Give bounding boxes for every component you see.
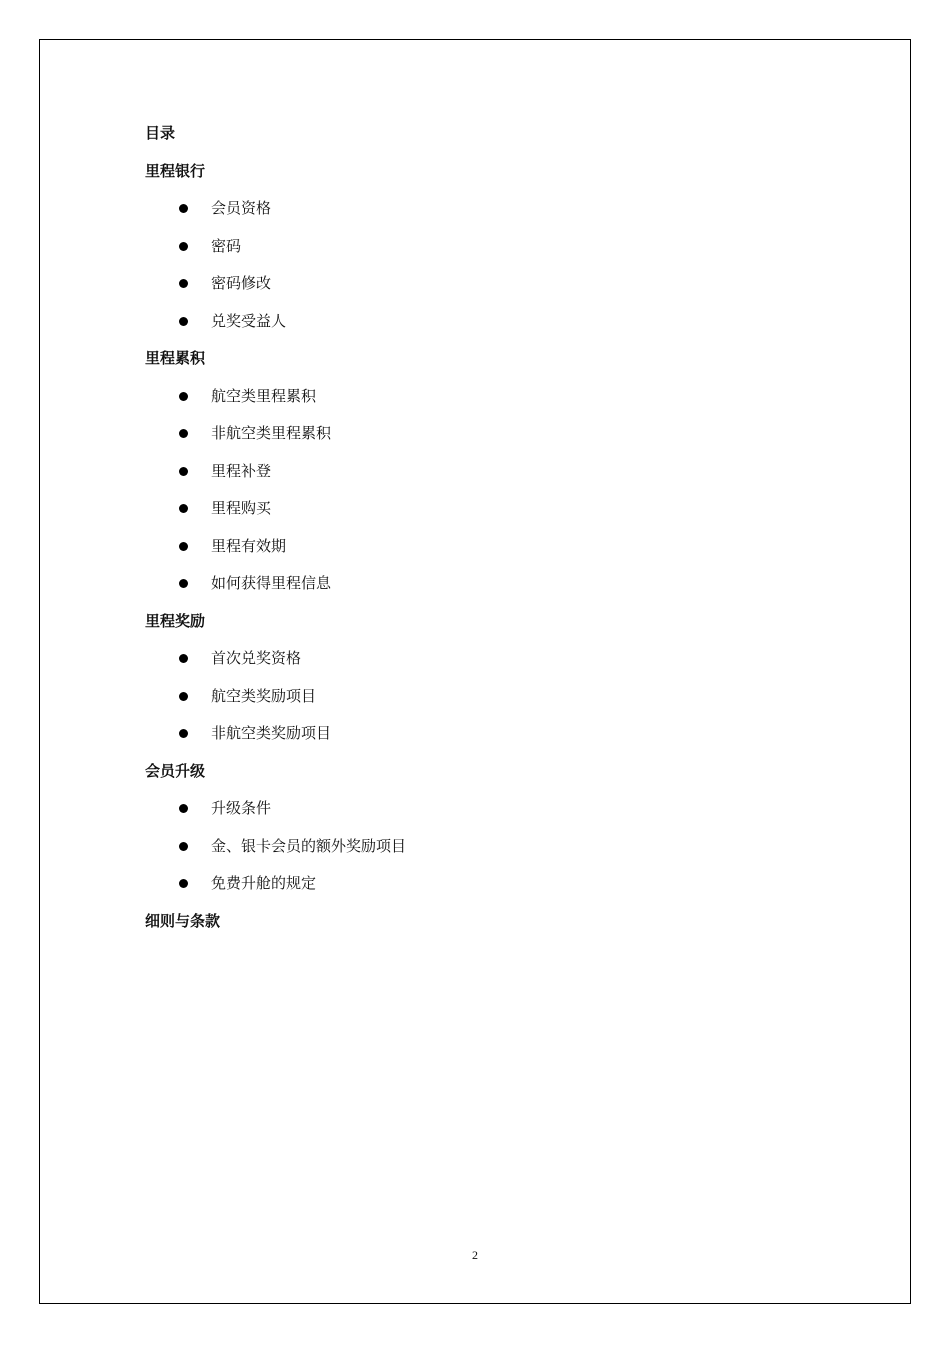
toc-item-label: 里程购买 xyxy=(211,499,272,517)
toc-item-label: 航空类里程累积 xyxy=(211,386,317,405)
toc-item[interactable] xyxy=(145,715,845,753)
toc-item[interactable] xyxy=(145,828,845,866)
bullet-icon xyxy=(179,429,188,438)
bullet-icon xyxy=(179,467,188,476)
page-number: 2 xyxy=(472,1248,478,1262)
section-item-list xyxy=(145,190,845,340)
toc-item[interactable] xyxy=(145,415,845,453)
toc-title: 目录 xyxy=(145,124,176,142)
toc-item[interactable] xyxy=(145,790,845,828)
toc-item-label: 会员资格 xyxy=(211,199,272,217)
bullet-icon xyxy=(179,242,188,251)
toc-item[interactable] xyxy=(145,265,845,303)
bullet-icon xyxy=(179,204,188,213)
toc-item[interactable] xyxy=(145,190,845,228)
toc-item[interactable] xyxy=(145,378,845,416)
toc-item[interactable] xyxy=(145,678,845,716)
bullet-icon xyxy=(179,879,188,888)
toc-item-label: 里程补登 xyxy=(211,461,272,480)
section-item-list xyxy=(145,790,845,903)
toc-item[interactable] xyxy=(145,453,845,491)
toc-item-label: 航空类奖励项目 xyxy=(211,686,317,705)
toc-item[interactable] xyxy=(145,640,845,678)
bullet-icon xyxy=(179,804,188,813)
toc-item[interactable] xyxy=(145,865,845,903)
toc-item[interactable] xyxy=(145,228,845,266)
toc-section xyxy=(145,153,845,341)
toc-item-label: 非航空类奖励项目 xyxy=(211,724,332,742)
toc-item-label: 如何获得里程信息 xyxy=(211,574,332,592)
section-item-list xyxy=(145,640,845,753)
bullet-icon xyxy=(179,729,188,738)
toc-item[interactable] xyxy=(145,565,845,603)
toc-item-label: 升级条件 xyxy=(211,799,272,817)
toc-item[interactable] xyxy=(145,528,845,566)
toc-item-label: 兑奖受益人 xyxy=(211,311,287,330)
section-heading: 里程累积 xyxy=(145,349,206,367)
bullet-icon xyxy=(179,842,188,851)
bullet-icon xyxy=(179,504,188,513)
bullet-icon xyxy=(179,542,188,551)
toc-item-label: 密码 xyxy=(211,236,242,255)
table-of-contents xyxy=(145,115,845,940)
toc-item[interactable] xyxy=(145,490,845,528)
toc-item-label: 金、银卡会员的额外奖励项目 xyxy=(211,836,407,855)
toc-item-label: 里程有效期 xyxy=(211,536,287,555)
bullet-icon xyxy=(179,692,188,701)
toc-item-label: 密码修改 xyxy=(211,274,272,292)
toc-item-label: 免费升舱的规定 xyxy=(211,874,317,892)
toc-section xyxy=(145,340,845,603)
bullet-icon xyxy=(179,392,188,401)
toc-item-label: 非航空类里程累积 xyxy=(211,424,332,442)
section-heading: 细则与条款 xyxy=(145,911,221,930)
section-heading: 会员升级 xyxy=(145,761,206,780)
toc-item[interactable] xyxy=(145,303,845,341)
section-heading: 里程银行 xyxy=(145,161,206,180)
section-heading: 里程奖励 xyxy=(145,611,206,630)
bullet-icon xyxy=(179,317,188,326)
bullet-icon xyxy=(179,579,188,588)
toc-item-label: 首次兑奖资格 xyxy=(211,649,302,667)
section-item-list xyxy=(145,378,845,603)
toc-section xyxy=(145,603,845,753)
toc-section xyxy=(145,903,845,941)
bullet-icon xyxy=(179,654,188,663)
bullet-icon xyxy=(179,279,188,288)
toc-section xyxy=(145,753,845,903)
